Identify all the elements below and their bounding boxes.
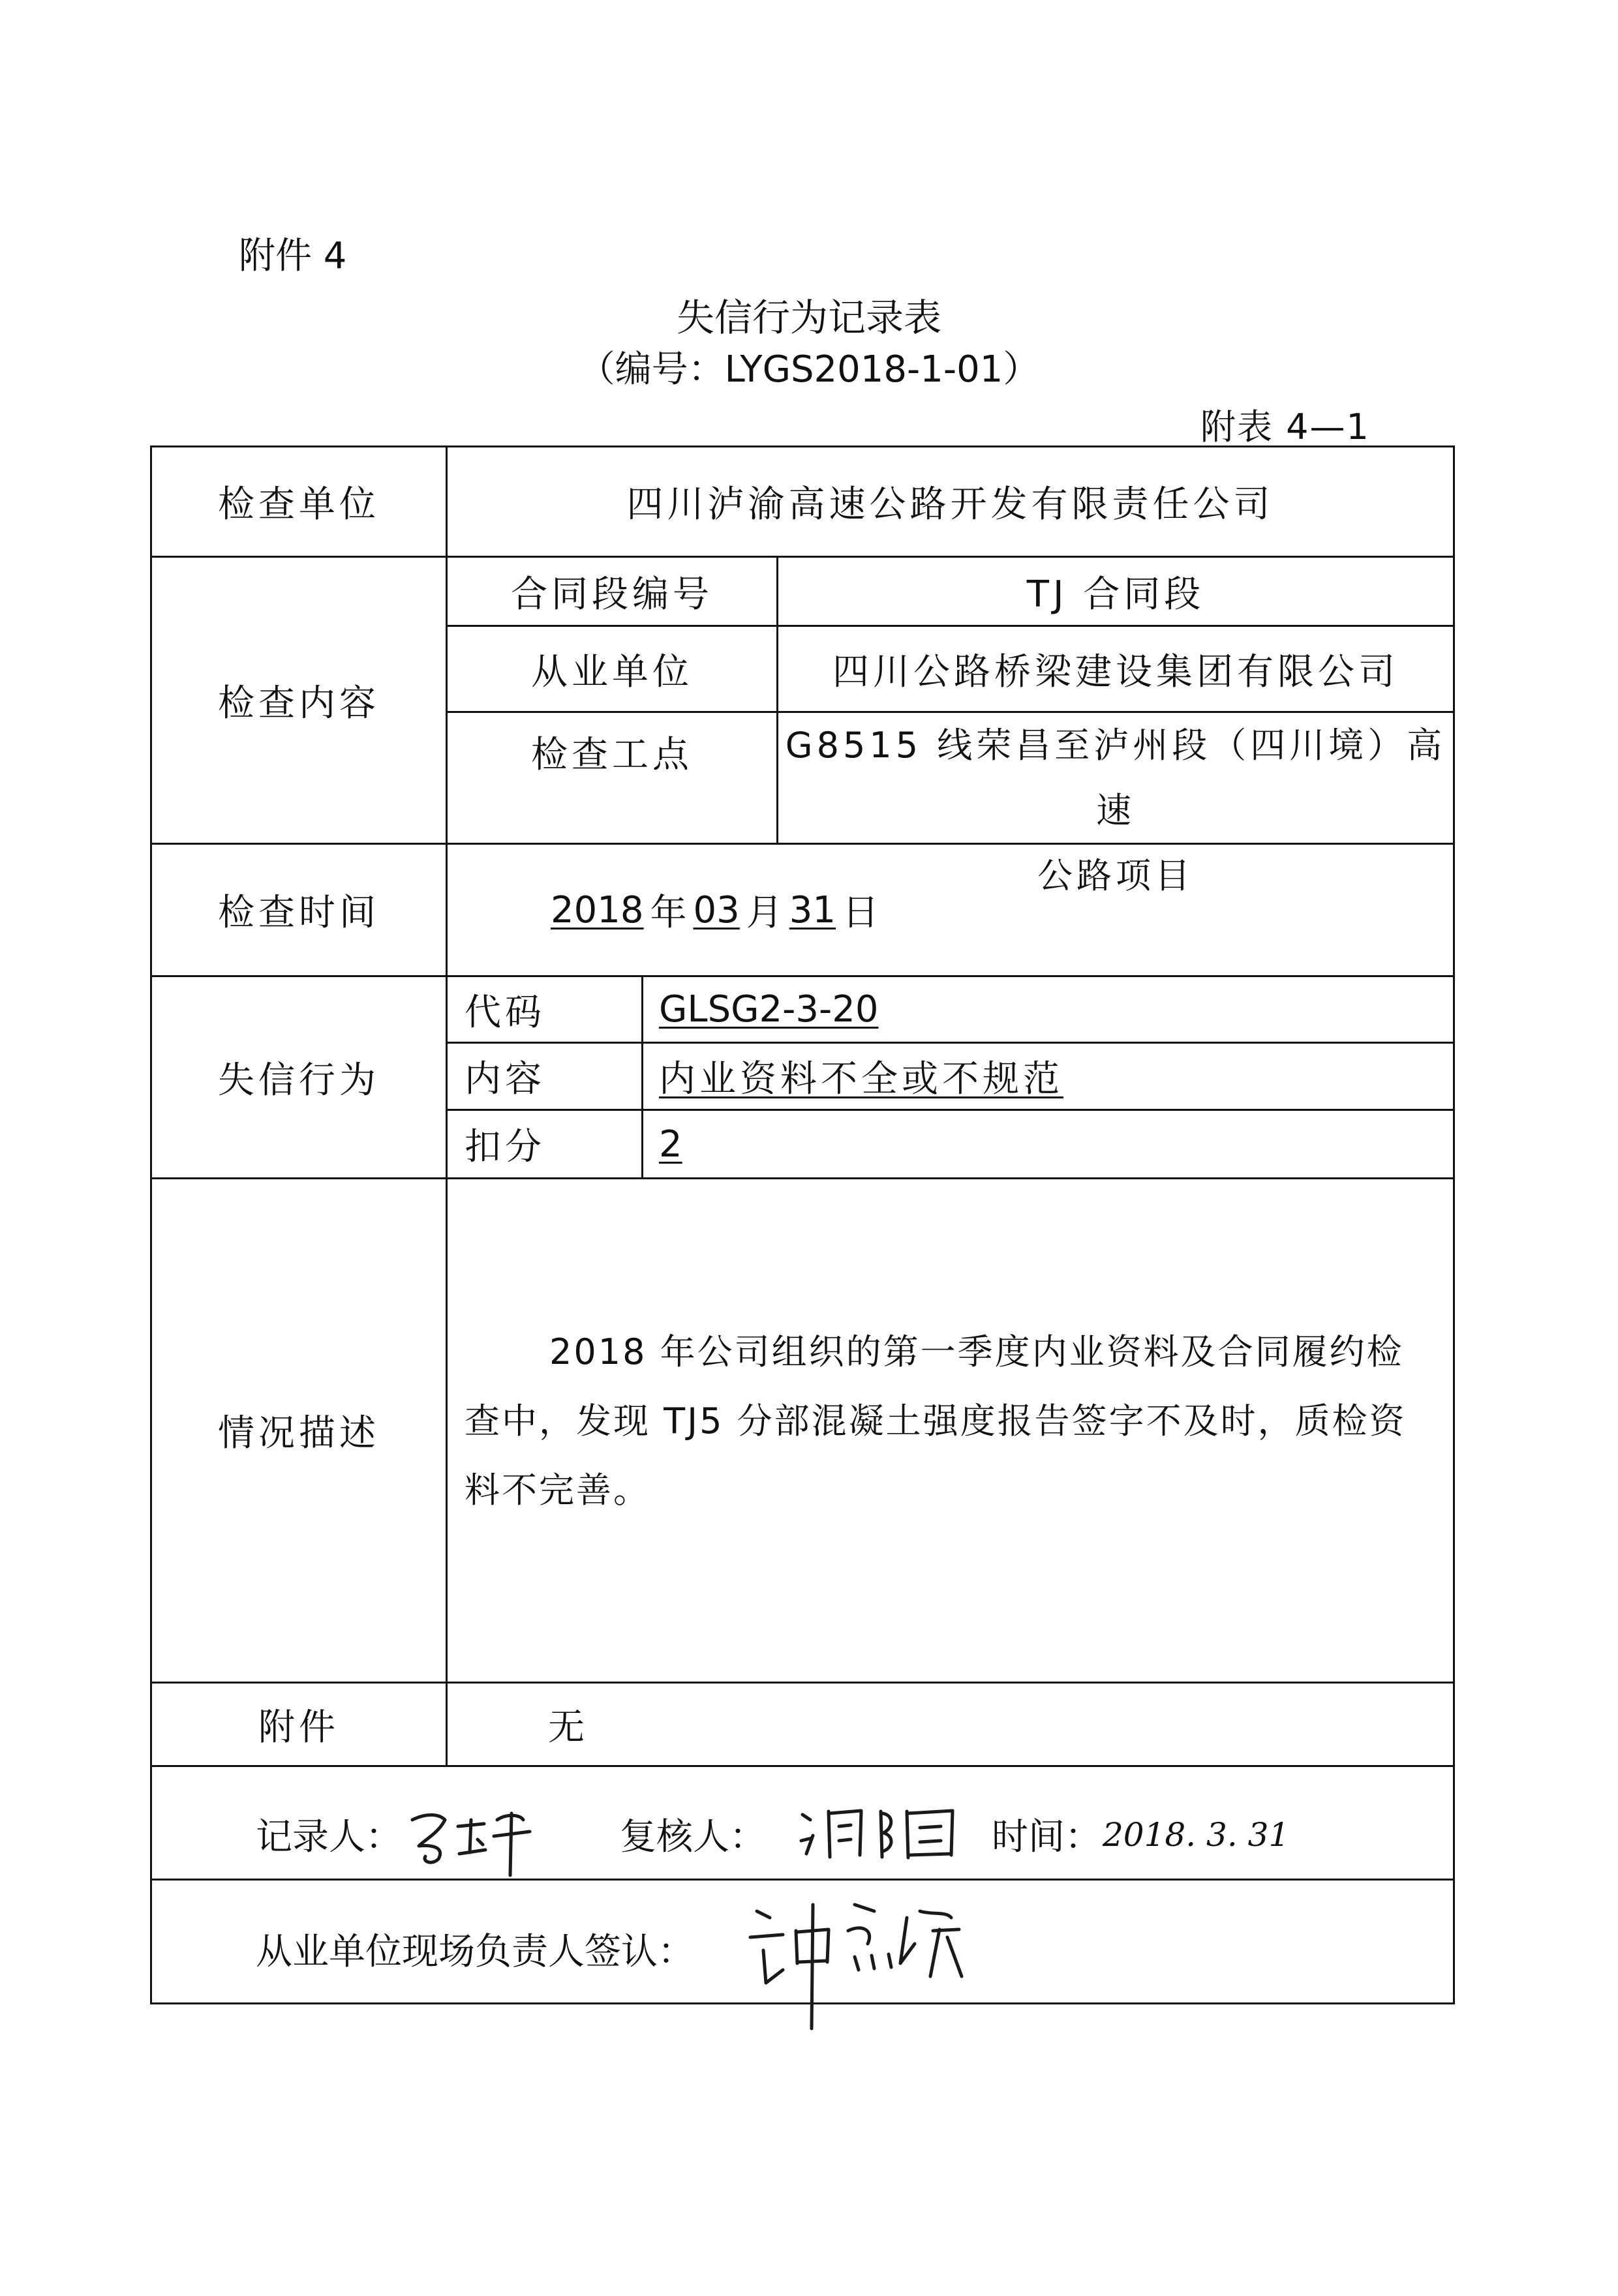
inspection-unit-value: 四川泸渝高速公路开发有限责任公司 bbox=[626, 483, 1274, 526]
date-day-unit: 日 bbox=[842, 892, 879, 934]
reviewer-signature bbox=[796, 1795, 966, 1869]
inspection-content-label: 检查内容 bbox=[218, 682, 380, 725]
inspection-date bbox=[548, 845, 883, 975]
practitioner-unit-label: 从业单位 bbox=[531, 650, 693, 693]
content-value: 内业资料不全或不规范 bbox=[659, 1058, 1063, 1100]
dishonest-behavior-label: 失信行为 bbox=[218, 1059, 380, 1102]
row-divider bbox=[150, 1879, 1455, 1881]
date-year: 2018 bbox=[551, 888, 644, 931]
responsible-person-label: 从业单位现场负责人签认： bbox=[256, 1931, 694, 1973]
recorder-signature bbox=[399, 1794, 536, 1881]
date-month: 03 bbox=[693, 888, 740, 931]
date-month-unit: 月 bbox=[746, 892, 783, 934]
code-value-cell bbox=[659, 977, 1442, 1042]
reviewer-label: 复核人： bbox=[620, 1816, 766, 1858]
inspection-time-label: 检查时间 bbox=[218, 892, 380, 934]
deduction-label: 扣分 bbox=[465, 1126, 545, 1168]
inspection-unit-label: 检查单位 bbox=[218, 483, 380, 526]
time-label: 时间： bbox=[992, 1816, 1101, 1858]
contract-section-label: 合同段编号 bbox=[511, 573, 713, 616]
content-value-cell bbox=[659, 1044, 1442, 1109]
inspection-site-line-2: 公路项目 bbox=[1037, 855, 1194, 896]
table-border-right bbox=[1453, 446, 1455, 2004]
attachment-number: 附件 4 bbox=[239, 235, 347, 277]
deduction-value-cell bbox=[659, 1111, 1442, 1177]
date-day: 31 bbox=[789, 888, 836, 931]
row-divider bbox=[150, 1765, 1455, 1767]
description-text: 2018 年公司组织的第一季度内业资料及合同履约检查中，发现 TJ5 分部混凝土强度报告签字不及时，质检资料不完善。 bbox=[465, 1331, 1407, 1511]
document-number: （编号：LYGS2018-1-01） bbox=[578, 348, 1040, 391]
recorder-label: 记录人： bbox=[256, 1816, 402, 1858]
table-number: 附表 4—1 bbox=[1200, 406, 1370, 447]
time-value: 2018. 3. 31 bbox=[1103, 1816, 1290, 1854]
date-year-unit: 年 bbox=[650, 892, 687, 934]
responsible-person-signature bbox=[744, 1892, 979, 2038]
practitioner-unit-value: 四川公路桥梁建设集团有限公司 bbox=[832, 650, 1399, 693]
sub-column-divider bbox=[641, 975, 643, 1179]
attachment-value: 无 bbox=[548, 1706, 585, 1749]
contract-section-value: TJ 合同段 bbox=[1026, 573, 1205, 616]
code-label: 代码 bbox=[465, 991, 545, 1034]
inspection-site-line-1: G8515 线荣昌至泸州段（四川境）高速 bbox=[785, 725, 1446, 831]
inspection-site-label: 检查工点 bbox=[531, 734, 693, 776]
code-value: GLSG2-3-20 bbox=[659, 988, 879, 1031]
description-label: 情况描述 bbox=[218, 1412, 380, 1455]
deduction-value: 2 bbox=[659, 1123, 682, 1166]
document-title: 失信行为记录表 bbox=[676, 295, 941, 340]
content-label: 内容 bbox=[465, 1058, 545, 1100]
attachment-label: 附件 bbox=[258, 1706, 339, 1749]
